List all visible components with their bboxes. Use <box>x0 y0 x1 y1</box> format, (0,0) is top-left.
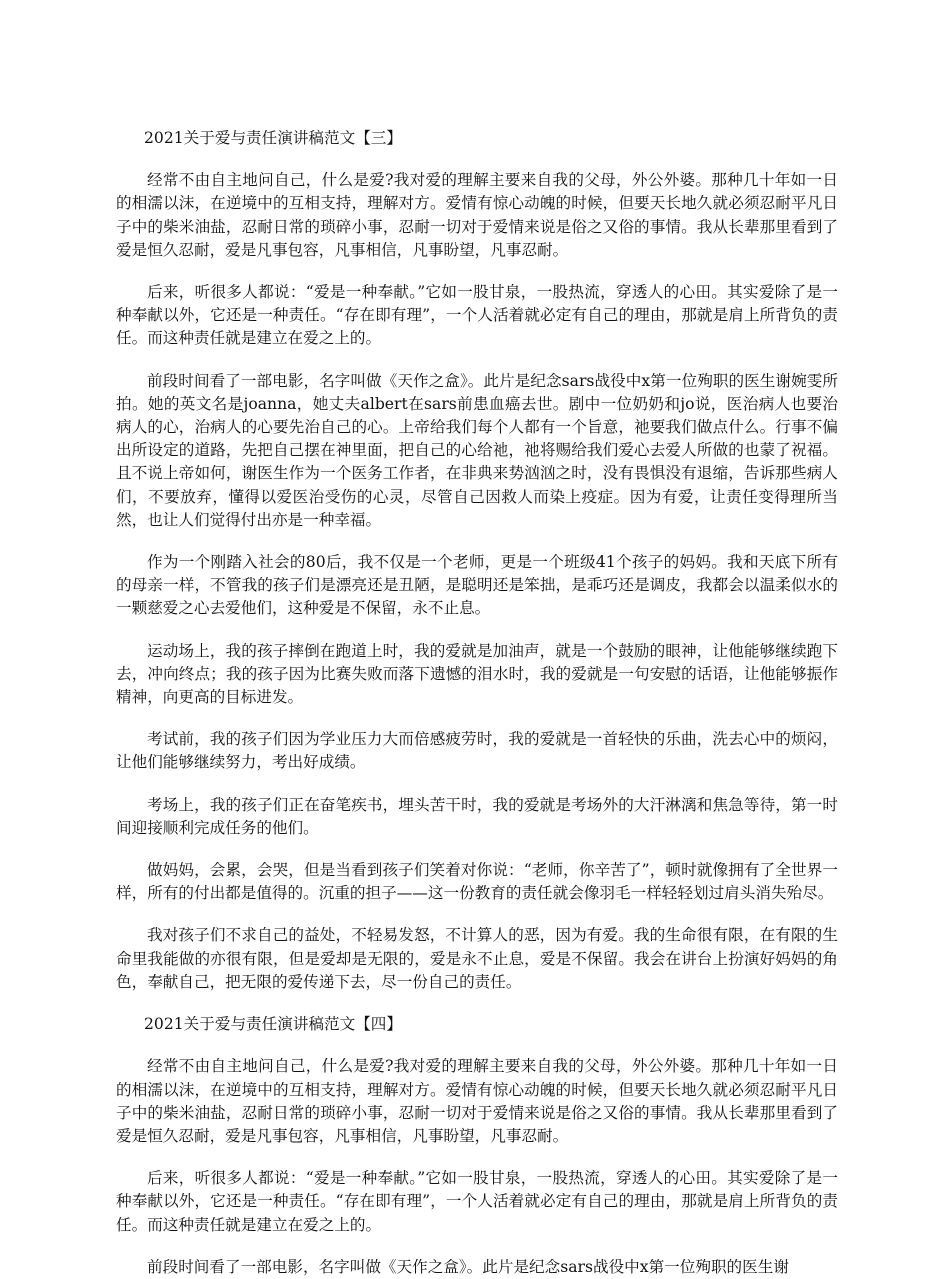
paragraph: 做妈妈，会累，会哭，但是当看到孩子们笑着对你说：“老师，你辛苦了”，顿时就像拥有了全世界一样，所有的付出都是值得的。沉重的担子——这一份教育的责任就会像羽毛一样轻轻划过肩头消失殆尽。 <box>116 861 838 903</box>
paragraph: 考场上，我的孩子们正在奋笔疾书，埋头苦干时，我的爱就是考场外的大汗淋漓和焦急等待，第一时间迎接顺利完成任务的他们。 <box>116 795 838 837</box>
section-heading: 2021关于爱与责任演讲稿范文【四】 <box>144 1015 402 1034</box>
paragraph: 我对孩子们不求自己的益处，不轻易发怒，不计算人的恶，因为有爱。我的生命很有限，在有限的生命里我能做的亦很有限，但是爱却是无限的，爱是永不止息，爱是不保留。我会在讲台上扮演好妈妈的角色，奉献自己，把无限的爱传递下去，尽一份自己的责任。 <box>116 926 838 991</box>
paragraph: 经常不由自主地问自己，什么是爱?我对爱的理解主要来自我的父母，外公外婆。那种几十年如一日的相濡以沫，在逆境中的互相支持，理解对方。爱情有惊心动魄的时候，但要天长地久就必须忍耐平凡日子中的柴米油盐，忍耐日常的琐碎小事，忍耐一切对于爱情来说是俗之又俗的事情。我从长辈那里看到了爱是恒久忍耐，爱是凡事包容，凡事相信，凡事盼望，凡事忍耐。 <box>116 171 838 259</box>
paragraph: 考试前，我的孩子们因为学业压力大而倍感疲劳时，我的爱就是一首轻快的乐曲，洗去心中的烦闷，让他们能够继续努力，考出好成绩。 <box>116 730 838 772</box>
paragraph: 经常不由自主地问自己，什么是爱?我对爱的理解主要来自我的父母，外公外婆。那种几十年如一日的相濡以沫，在逆境中的互相支持，理解对方。爱情有惊心动魄的时候，但要天长地久就必须忍耐平凡日子中的柴米油盐，忍耐日常的琐碎小事，忍耐一切对于爱情来说是俗之又俗的事情。我从长辈那里看到了爱是恒久忍耐，爱是凡事包容，凡事相信，凡事盼望，凡事忍耐。 <box>116 1057 838 1145</box>
paragraph: 前段时间看了一部电影，名字叫做《天作之盒》。此片是纪念sars战役中x第一位殉职的医生谢婉雯所拍。她的英文名是joanna，她丈夫albert在sars前患血癌去世。剧中一位奶奶和jo说，医治病人也要治病人的心，治病人的心要先治自己的心。上帝给我们每个人都有一个旨意，祂要我们做点什么。行事不偏出所设定的道路，先把自己摆在神里面，把自己的心给祂，祂将赐给我们爱心去爱人所做的也蒙了祝福。且不说上帝如何，谢医生作为一个医务工作者，在非典来势汹汹之时，没有畏惧没有退缩，告诉那些病人们，不要放弃，懂得以爱医治受伤的心灵，尽管自己因救人而染上疫症。因为有爱，让责任变得理所当然，也让人们觉得付出亦是一种幸福。 <box>116 371 838 529</box>
paragraph: 运动场上，我的孩子摔倒在跑道上时，我的爱就是加油声，就是一个鼓励的眼神，让他能够继续跑下去，冲向终点；我的孩子因为比赛失败而落下遗憾的泪水时，我的爱就是一句安慰的话语，让他能够振作精神，向更高的目标进发。 <box>116 641 838 707</box>
section-heading: 2021关于爱与责任演讲稿范文【三】 <box>144 129 402 147</box>
paragraph: 前段时间看了一部电影，名字叫做《天作之盒》。此片是纪念sars战役中x第一位殉职的医生谢 <box>147 1257 789 1276</box>
paragraph: 后来，听很多人都说：“爱是一种奉献。”它如一股甘泉，一股热流，穿透人的心田。其实爱除了是一种奉献以外，它还是一种责任。“存在即有理”，一个人活着就必定有自己的理由，那就是肩上所背负的责任。而这种责任就是建立在爱之上的。 <box>116 1169 838 1234</box>
paragraph: 作为一个刚踏入社会的80后，我不仅是一个老师，更是一个班级41个孩子的妈妈。我和天底下所有的母亲一样，不管我的孩子们是漂亮还是丑陋，是聪明还是笨拙，是乖巧还是调皮，我都会以温柔似水的一颗慈爱之心去爱他们，这种爱是不保留，永不止息。 <box>116 553 838 618</box>
paragraph: 后来，听很多人都说：“爱是一种奉献。”它如一股甘泉，一股热流，穿透人的心田。其实爱除了是一种奉献以外，它还是一种责任。“存在即有理”，一个人活着就必定有自己的理由，那就是肩上所背负的责任。而这种责任就是建立在爱之上的。 <box>116 283 838 348</box>
document-body <box>116 127 838 1279</box>
